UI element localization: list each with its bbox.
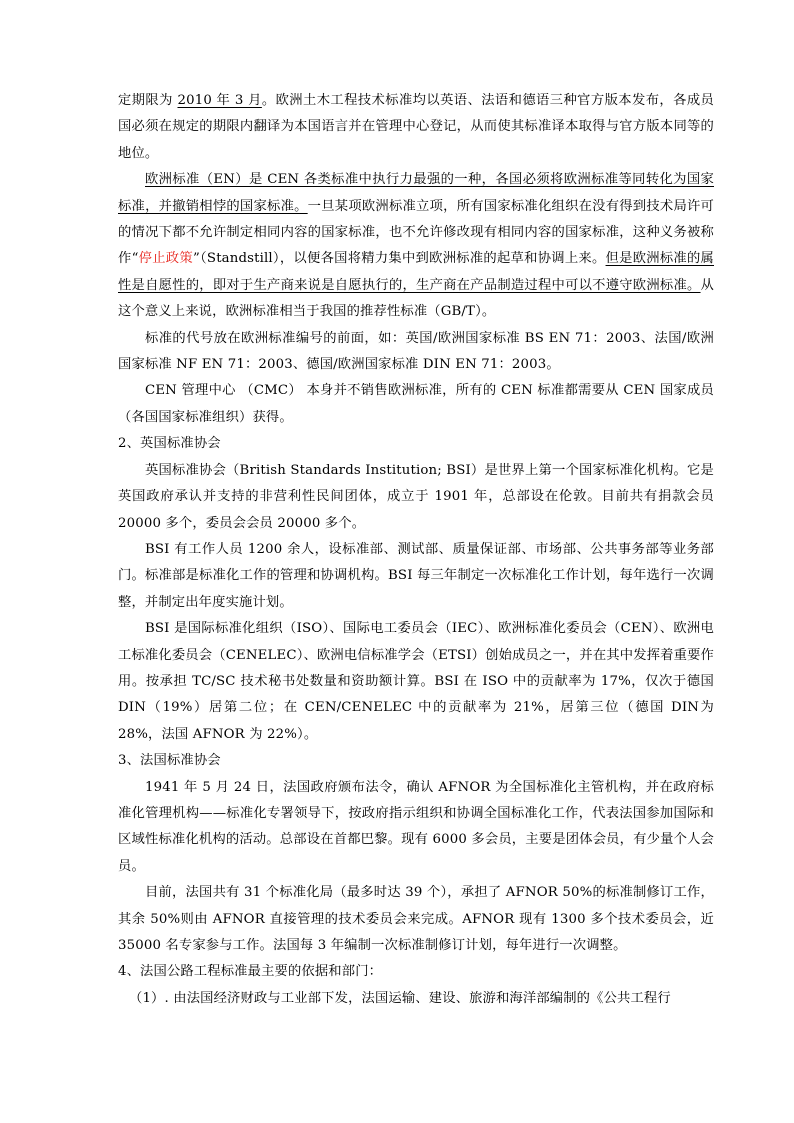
document-body [118,88,714,1012]
paragraph: 1941 年 5 月 24 日，法国政府颁布法令，确认 AFNOR 为全国标准化主管机构，并在政府标准化管理机构——标准化专署领导下，按政府指示组织和协调全国标准化工作，代表法国参加国际和区域性标准化机构的活动。总部设在首都巴黎。现有 6000 多会员，主要是团体会员，有少量个人会员。 [118,779,714,874]
paragraph: 英国标准协会（British Standards Institution; BSI）是世界上第一个国家标准化机构。它是英国政府承认并支持的非营利性民间团体，成立于 1901 年，总部设在伦敦。目前共有捐款会员 20000 多个，委员会会员 20000 多个。 [118,462,714,531]
paragraph: CEN 管理中心 （CMC） 本身并不销售欧洲标准，所有的 CEN 标准都需要从 CEN 国家成员（各国国家标准组织）获得。 [118,383,714,425]
text-run: 定期限为 [118,93,178,108]
underlined-date: 2010 年 3 月 [177,93,262,108]
highlighted-term: 停止政策 [138,251,193,267]
paragraph: 标准的代号放在欧洲标准编号的前面，如：英国/欧洲国家标准 BS EN 71：2003、法国/欧洲国家标准 NF EN 71：2003、德国/欧洲国家标准 DIN EN 71：2003。 [118,330,714,373]
text-run: 。欧洲土木工程技术标准均以英语、法语和德语三种官方版本发布，各成员国必须在规定的期限内翻译为本国语言并在管理中心登记，从而使其标准译本取得与官方版本同等的地位。 [118,93,715,161]
section-heading: 3、法国标准协会 [118,753,221,769]
paragraph: BSI 是国际标准化组织（ISO）、国际电工委员会（IEC）、欧洲标准化委员会（CEN）、欧洲电工标准化委员会（CENELEC）、欧洲电信标准学会（ETSI）创始成员之一，并在其中发挥着重要作用。按承担 TC/SC 技术秘书处数量和资助额计算。BSI 在 ISO 中的贡献率为 17%，仅次于德国 DIN（19%）居第二位；在 CEN/CENELEC 中的贡献率为 21%，居第三位（德国 DIN为 28%，法国 AFNOR 为 22%）。 [118,621,714,742]
underlined-text: 但是欧洲标准的属性是自愿性的，即对于生产商来说是自愿执行的，生产商在产品制造过程中可以不遵守欧洲标准。 [118,251,714,293]
section-heading: 4、法国公路工程标准最主要的依据和部门： [118,964,383,980]
text-run: 一旦某项欧洲标准立项，所有国家标准化组织在没有得到技术局许可的情况下都不允许制定相同内容的国家标准，也不允许修改现有相同内容的国家标准，这种义务被称作“ [118,198,714,267]
underlined-text: 欧洲标准（EN）是 CEN 各类标准中执行力最强的一种，各国必须将欧洲标准等同转化为国家标准，并撤销相悖的国家标准。 [118,172,714,214]
paragraph [118,88,714,167]
section-heading: 2、英国标准协会 [118,436,221,452]
list-item: （1）. 由法国经济财政与工业部下发，法国运输、建设、旅游和海洋部编制的《公共工程行 [129,990,671,1006]
paragraph [118,167,714,325]
paragraph: BSI 有工作人员 1200 余人，设标准部、测试部、质量保证部、市场部、公共事务部等业务部门。标准部是标准化工作的管理和协调机构。BSI 每三年制定一次标准化工作计划，每年选行一次调整，并制定出年度实施计划。 [118,541,714,610]
paragraph: 目前，法国共有 31 个标准化局（最多时达 39 个），承担了 AFNOR 50%的标准制修订工作，其余 50%则由 AFNOR 直接管理的技术委员会来完成。AFNOR 现有 1300 多个技术委员会，近 35000 名专家参与工作。法国每 3 年编制一次标准制修订计划，每年进行一次调整。 [118,885,714,953]
text-run: ”（Standstill），以便各国将精力集中到欧洲标准的起草和协调上来。 [192,251,606,267]
text-run: 从这个意义上来说，欧洲标准相当于我国的推荐性标准（GB/T）。 [118,277,714,320]
